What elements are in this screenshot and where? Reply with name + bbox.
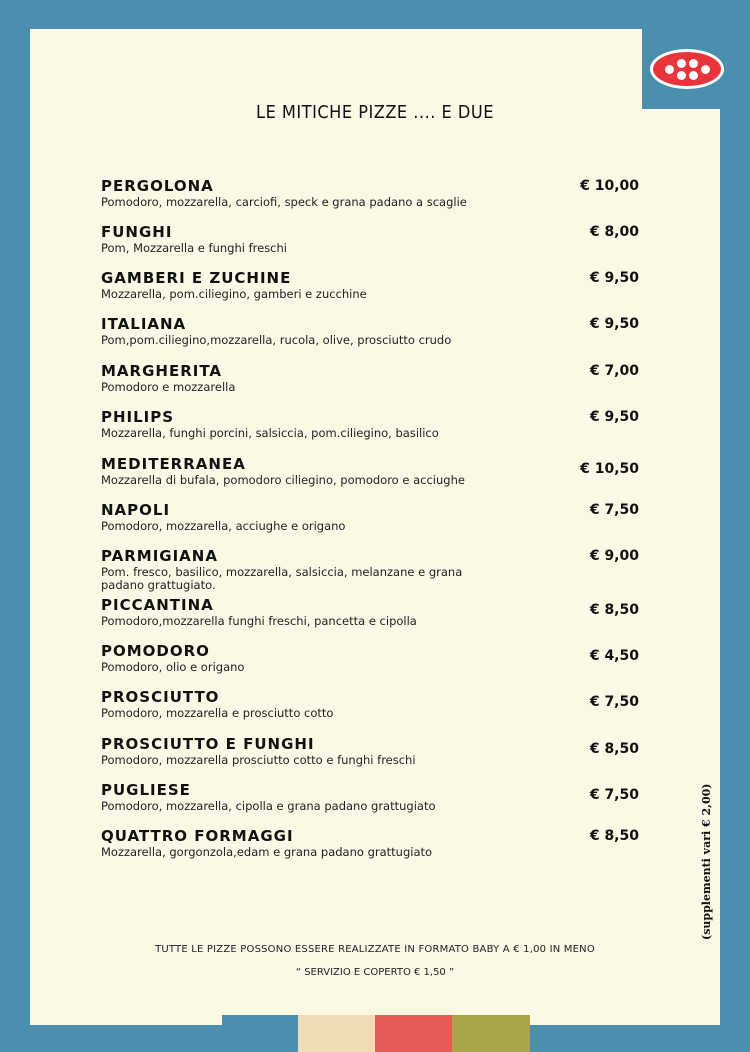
pizza-description: Pomodoro,mozzarella funghi freschi, pancetta e cipolla [101,614,417,628]
pizza-name: FUNGHI [101,223,173,241]
pizza-name: MARGHERITA [101,362,223,380]
menu-title: LE MITICHE PIZZE .... E DUE [256,102,494,123]
pizza-description: Mozzarella, pom.ciliegino, gamberi e zucchine [101,287,367,301]
pizza-name: PROSCIUTTO E FUNGHI [101,735,315,753]
pizza-price: € 4,50 [589,648,639,664]
supplements-note: (supplementi vari € 2,00) [700,783,713,940]
stripe-red [375,1015,453,1052]
stripe-cream [298,1015,376,1052]
pizza-price: € 7,50 [589,787,639,803]
pizza-name: PICCANTINA [101,596,214,614]
menu-item [101,782,641,813]
pizza-name: PARMIGIANA [101,547,218,565]
pizza-price: € 7,00 [589,363,639,379]
pizza-description: Pomodoro, mozzarella, acciughe e origano [101,519,346,533]
pizza-description: Mozzarella di bufala, pomodoro ciliegino, pomodoro e acciughe [101,473,465,487]
pizza-price: € 9,50 [589,316,639,332]
pizza-price: € 9,50 [589,270,639,286]
menu-item [101,363,641,394]
pizza-name: NAPOLI [101,501,171,519]
pizza-price: € 10,00 [580,178,639,194]
pizza-description: Mozzarella, gorgonzola,edam e grana padano grattugiato [101,845,433,859]
pizza-price: € 8,00 [589,224,639,240]
menu-item [101,316,641,347]
pizza-name: QUATTRO FORMAGGI [101,827,294,845]
pizza-description: Pom. fresco, basilico, mozzarella, salsiccia, melanzane e grana padano grattugiato. [101,565,463,592]
pizza-description: Mozzarella, funghi porcini, salsiccia, pom.ciliegino, basilico [101,426,439,440]
pizza-price: € 8,50 [589,828,639,844]
pizza-description: Pomodoro, olio e origano [101,660,245,674]
menu-item [101,409,641,440]
pizza-name: POMODORO [101,642,210,660]
pizza-description: Pomodoro, mozzarella prosciutto cotto e funghi freschi [101,753,416,767]
pizza-price: € 9,00 [589,548,639,564]
menu-item [101,224,641,255]
baby-format-note: TUTTE LE PIZZE POSSONO ESSERE REALIZZATE IN FORMATO BABY A € 1,00 IN MENO [155,944,595,955]
service-cover-note: “ SERVIZIO E COPERTO € 1,50 ” [295,967,455,978]
pizza-price: € 10,50 [580,461,639,477]
pizza-description: Pom,pom.ciliegino,mozzarella, rucola, olive, prosciutto crudo [101,333,452,347]
pizza-name: MEDITERRANEA [101,455,246,473]
pizza-name: PHILIPS [101,408,175,426]
pizza-description: Pomodoro, mozzarella, carciofi, speck e grana padano a scaglie [101,195,467,209]
pizza-name: PUGLIESE [101,781,191,799]
menu-item [101,178,641,209]
pizza-price: € 9,50 [589,409,639,425]
pizza-name: PERGOLONA [101,177,214,195]
pizza-logo-icon [653,52,721,86]
menu-item [101,502,641,533]
menu-item [101,548,641,592]
pizza-description: Pom, Mozzarella e funghi freschi [101,241,287,255]
stripe-olive [452,1015,530,1052]
bottom-tab [222,1015,298,1052]
pizza-name: PROSCIUTTO [101,688,220,706]
pizza-description: Pomodoro, mozzarella, cipolla e grana padano grattugiato [101,799,436,813]
pizza-price: € 7,50 [589,502,639,518]
pizza-name: GAMBERI E ZUCHINE [101,269,292,287]
menu-item [101,270,641,301]
pizza-price: € 8,50 [589,741,639,757]
menu-item [101,689,641,720]
menu-item [101,597,641,628]
menu-item [101,736,641,767]
menu-item [101,456,641,487]
pizza-description: Pomodoro e mozzarella [101,380,236,394]
pizza-price: € 7,50 [589,694,639,710]
pizza-price: € 8,50 [589,602,639,618]
pizza-name: ITALIANA [101,315,187,333]
menu-item [101,643,641,674]
pizza-description: Pomodoro, mozzarella e prosciutto cotto [101,706,334,720]
menu-item [101,828,641,859]
